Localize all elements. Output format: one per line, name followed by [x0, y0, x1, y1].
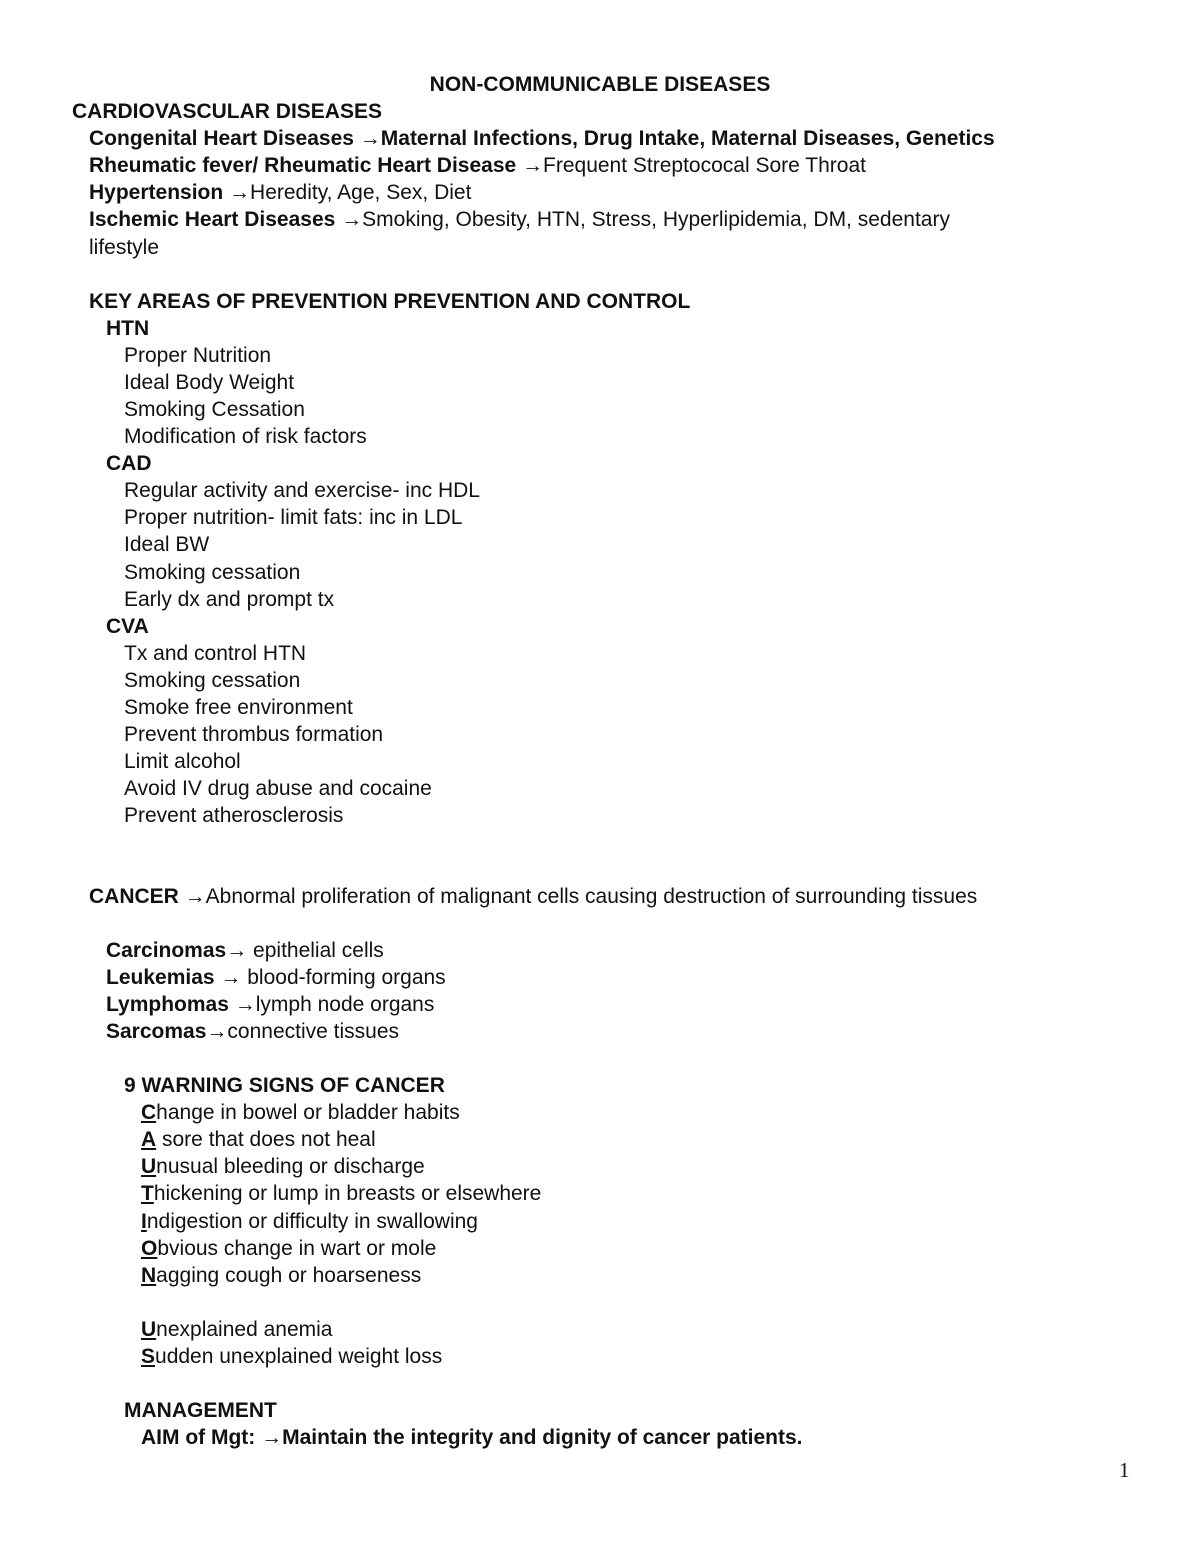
warning-sign	[141, 1100, 460, 1126]
cardio-item-detail: Frequent Streptococal Sore Throat	[543, 154, 866, 177]
cardio-item-detail-continued: lifestyle	[89, 236, 160, 259]
warning-sign	[141, 1236, 436, 1262]
cancer-type	[106, 938, 384, 964]
cardio-item-detail: Maternal Infections, Drug Intake, Maternal Diseases, Genetics	[380, 127, 995, 150]
group-heading-cad: CAD	[106, 452, 152, 475]
cardio-item-label: Rheumatic fever/ Rheumatic Heart Disease	[89, 154, 523, 177]
arrow-icon: →	[220, 966, 242, 989]
list-item: Proper nutrition- limit fats: inc in LDL	[124, 506, 463, 529]
warning-sign-text: hickening or lump in breasts or elsewhere	[153, 1182, 542, 1205]
list-item: Prevent thrombus formation	[124, 723, 384, 746]
cancer-definition	[89, 884, 977, 910]
warning-sign-initial: A	[141, 1128, 157, 1151]
cancer-type	[106, 965, 446, 991]
cancer-label: CANCER	[89, 885, 185, 908]
warning-sign-initial: S	[141, 1345, 156, 1368]
arrow-icon: →	[206, 1020, 228, 1043]
warning-sign	[141, 1263, 421, 1289]
warning-sign-text: nusual bleeding or discharge	[156, 1155, 425, 1178]
warning-sign-initial: C	[141, 1101, 157, 1124]
warning-sign-text: bvious change in wart or mole	[157, 1237, 437, 1260]
arrow-icon: →	[234, 993, 256, 1016]
list-item: Smoking Cessation	[124, 398, 305, 421]
cardio-item-detail: Heredity, Age, Sex, Diet	[250, 181, 472, 204]
list-item: Smoke free environment	[124, 696, 353, 719]
page-number: 1	[1119, 1458, 1130, 1482]
list-item: Prevent atherosclerosis	[124, 804, 344, 827]
warning-sign	[141, 1127, 376, 1153]
cancer-type	[106, 992, 434, 1018]
management-aim	[141, 1425, 803, 1451]
cardio-item-label: Ischemic Heart Diseases	[89, 208, 342, 231]
cancer-type-desc: epithelial cells	[247, 939, 384, 962]
list-item: Smoking cessation	[124, 669, 301, 692]
cardio-item	[89, 153, 866, 179]
warning-sign-initial: I	[141, 1210, 147, 1233]
list-item: Avoid IV drug abuse and cocaine	[124, 777, 432, 800]
cancer-type-name: Lymphomas	[106, 993, 235, 1016]
warning-sign-initial: T	[141, 1182, 154, 1205]
warning-sign-initial: O	[141, 1237, 158, 1260]
cancer-definition-text: Abnormal proliferation of malignant cells causing destruction of surrounding tissues	[205, 885, 978, 908]
arrow-icon: →	[229, 181, 251, 204]
warning-sign-text: nexplained anemia	[156, 1318, 333, 1341]
arrow-icon: →	[359, 127, 381, 150]
cancer-type	[106, 1019, 399, 1045]
cancer-type-name: Carcinomas	[106, 939, 227, 962]
cancer-type-desc: blood-forming organs	[241, 966, 446, 989]
warning-sign-initial: N	[141, 1264, 157, 1287]
warning-sign	[141, 1154, 425, 1180]
warning-sign-text: ndigestion or difficulty in swallowing	[146, 1210, 478, 1233]
cardio-item-label: Congenital Heart Diseases	[89, 127, 360, 150]
cardio-item-label: Hypertension	[89, 181, 230, 204]
list-item: Regular activity and exercise- inc HDL	[124, 479, 480, 502]
arrow-icon: →	[261, 1426, 283, 1449]
cancer-type-name: Leukemias	[106, 966, 221, 989]
cardio-item	[89, 180, 471, 206]
warning-sign	[141, 1209, 478, 1235]
warning-sign	[141, 1317, 332, 1343]
group-heading-htn: HTN	[106, 317, 150, 340]
warning-sign-text: hange in bowel or bladder habits	[156, 1101, 460, 1124]
cardiovascular-heading: CARDIOVASCULAR DISEASES	[72, 100, 382, 123]
list-item: Smoking cessation	[124, 561, 301, 584]
cancer-type-name: Sarcomas	[106, 1020, 207, 1043]
cardio-item	[89, 126, 995, 152]
warning-sign-text: udden unexplained weight loss	[155, 1345, 443, 1368]
list-item: Ideal BW	[124, 533, 210, 556]
list-item: Proper Nutrition	[124, 344, 272, 367]
warning-signs-heading: 9 WARNING SIGNS OF CANCER	[124, 1074, 445, 1097]
list-item: Ideal Body Weight	[124, 371, 295, 394]
warning-sign-text: sore that does not heal	[156, 1128, 376, 1151]
list-item: Modification of risk factors	[124, 425, 367, 448]
cancer-type-desc: connective tissues	[227, 1020, 399, 1043]
arrow-icon: →	[226, 939, 248, 962]
warning-sign	[141, 1181, 541, 1207]
list-item: Limit alcohol	[124, 750, 241, 773]
arrow-icon: →	[522, 154, 544, 177]
cardio-item-detail: Smoking, Obesity, HTN, Stress, Hyperlipidemia, DM, sedentary	[362, 208, 950, 231]
warning-sign	[141, 1344, 442, 1370]
aim-label: AIM of Mgt:	[141, 1426, 262, 1449]
list-item: Early dx and prompt tx	[124, 588, 335, 611]
cardio-item	[89, 207, 950, 233]
aim-text: Maintain the integrity and dignity of cancer patients.	[282, 1426, 803, 1449]
management-heading: MANAGEMENT	[124, 1399, 277, 1422]
cancer-type-desc: lymph node organs	[255, 993, 435, 1016]
warning-sign-initial: U	[141, 1318, 157, 1341]
prevention-heading: KEY AREAS OF PREVENTION PREVENTION AND CONTROL	[89, 290, 691, 313]
arrow-icon: →	[341, 208, 363, 231]
list-item: Tx and control HTN	[124, 642, 307, 665]
warning-sign-text: agging cough or hoarseness	[156, 1264, 422, 1287]
arrow-icon: →	[184, 885, 206, 908]
warning-sign-initial: U	[141, 1155, 157, 1178]
group-heading-cva: CVA	[106, 615, 149, 638]
page-title: NON-COMMUNICABLE DISEASES	[429, 73, 771, 96]
